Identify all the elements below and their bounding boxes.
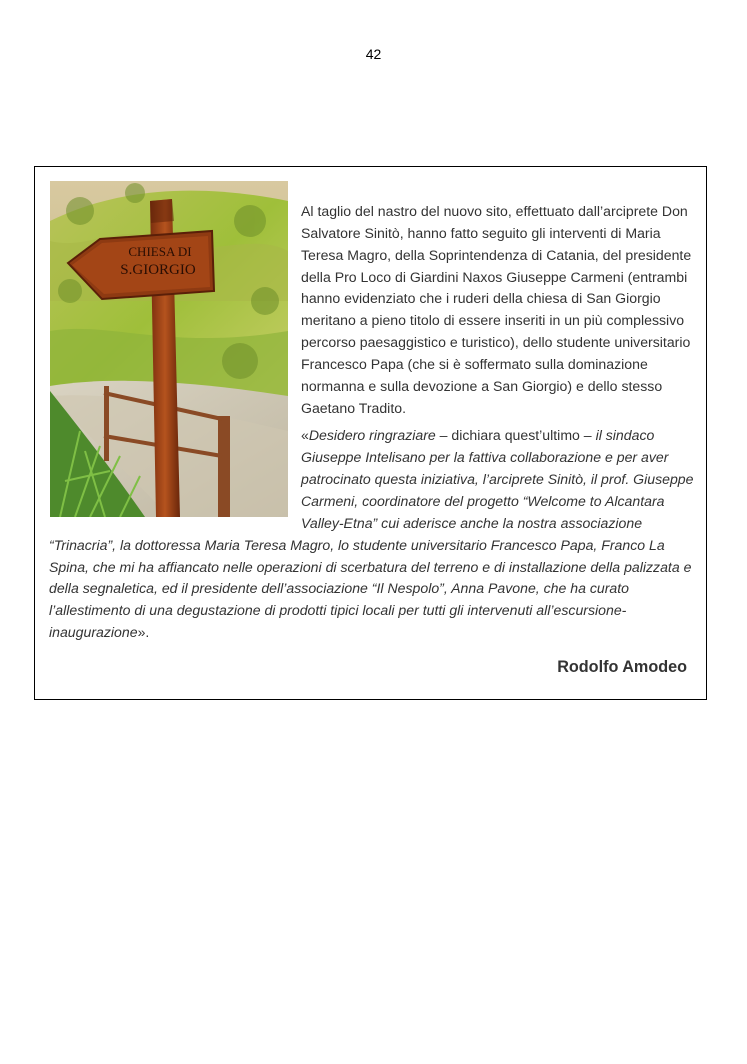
quote-close: ».: [137, 624, 150, 641]
quote-part2: – dichiara quest’ultimo –: [435, 427, 596, 444]
image-float-spacer: [49, 201, 301, 519]
article-box: [34, 166, 707, 700]
quote-part1: Desidero ringraziare: [308, 427, 436, 444]
page-number: 42: [365, 46, 382, 62]
quote-part3: il sindaco Giuseppe Intelisano per la fattiva collaborazione e per aver patrocinato questa iniziativa, l’arciprete Sinitò, il prof. Giuseppe Carmeni, coordinatore del progetto “Welcome to Alcantara Valley-Etna” cui aderisce anche la nostra associazione “Trinacria”, la dottoressa Maria Teresa Magro, lo studente universitario Francesco Papa, Franco La Spina, che mi ha affiancato nelle operazioni di scerbatura del terreno e di installazione della palizzata e della segnaletica, ed il presidente dell’associazione “Il Nespolo”, Anna Pavone, che ha curato l’allestimento di una degustazione di prodotti tipici locali per tutti gli intervenuti all’escursione-inaugurazione: [49, 427, 694, 641]
sign-text-line1: CHIESA DI: [128, 244, 192, 259]
paragraph-intro: Al taglio del nastro del nuovo sito, effettuato dall’arciprete Don Salvatore Sinitò, hanno fatto seguito gli interventi di Maria Teresa Magro, della Soprintendenza di Catania, del presidente della Pro Loco di Giardini Naxos Giuseppe Carmeni (entrambi hanno evidenziato che i ruderi della chiesa di San Giorgio meritano a pieno titolo di essere inseriti in un più complessivo percorso paesaggistico e turistico), dello studente universitario Francesco Papa (che si è soffermato sulla dominazione normanna e sulla devozione a San Giorgio) e dello stesso Gaetano Tradito.: [301, 203, 692, 416]
quote-open: «: [301, 427, 309, 444]
article-author: Rodolfo Amodeo: [557, 658, 687, 676]
sign-text-line2: S.GIORGIO: [120, 262, 196, 278]
article-text: [49, 201, 699, 644]
